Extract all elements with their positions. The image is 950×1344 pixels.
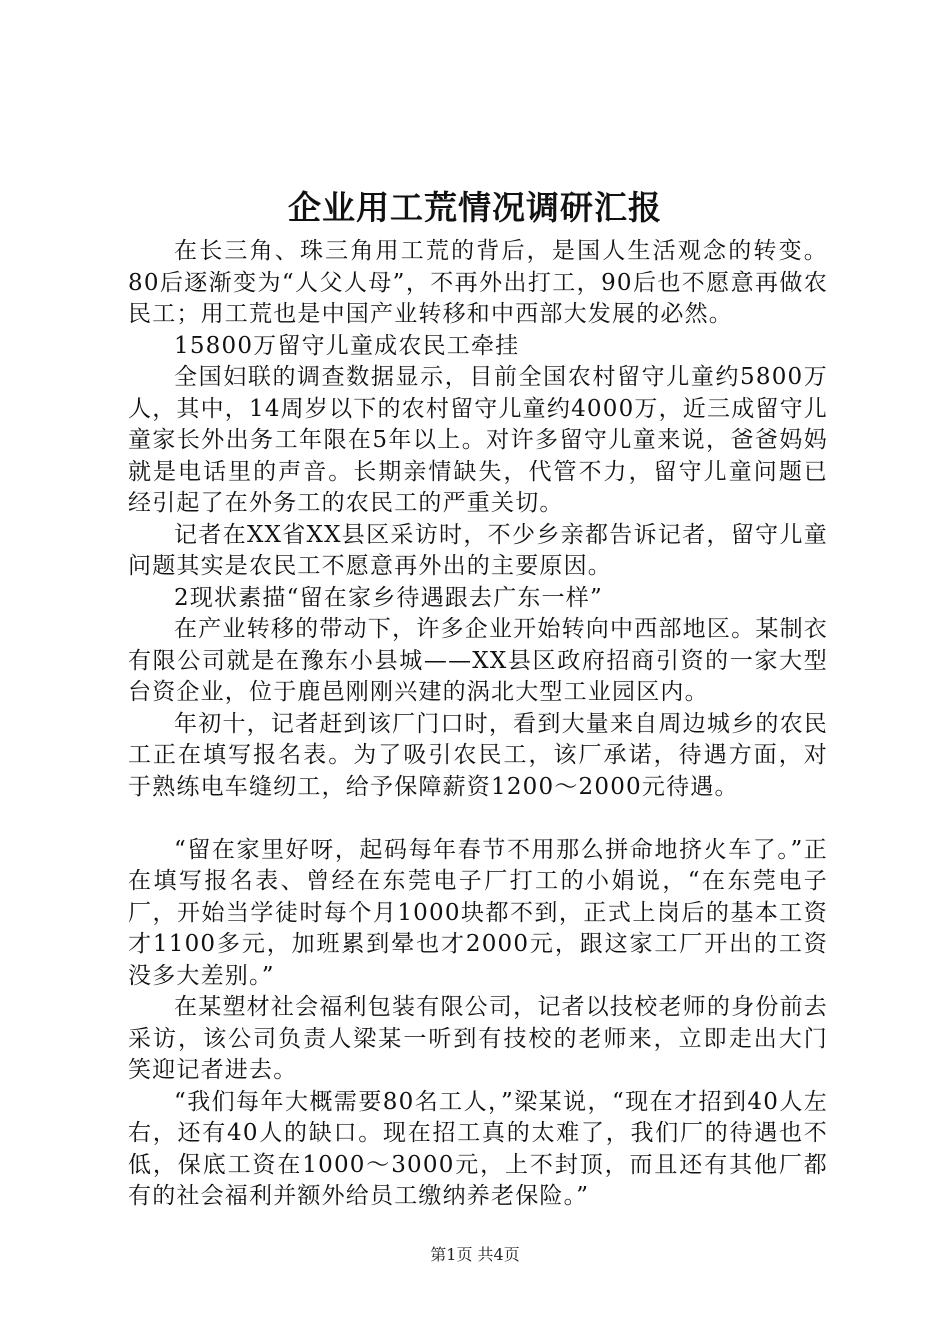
paragraph-spacer — [128, 803, 828, 835]
document-body — [128, 236, 828, 1213]
paragraph-liang-quote: “我们每年大概需要80名工人，”梁某说，“现在才招到40人左右，还有40人的缺口。现在招工真的太难了，我们厂的待遇也不低，保底工资在1000～3000元，上不封顶，而且还有其他厂都有的社会福利并额外给员工缴纳养老保险。” — [128, 1088, 828, 1209]
section-heading-left-behind-children: 15800万留守儿童成农民工牵挂 — [174, 332, 520, 359]
paragraph-womens-federation-survey: 全国妇联的调查数据显示，目前全国农村留守儿童约5800万人，其中，14周岁以下的农村留守儿童约4000万，近三成留守儿童家长外出务工年限在5年以上。对许多留守儿童来说，爸爸妈妈就是电话里的声音。长期亲情缺失，代管不力，留守儿童问题已经引起了在外务工的农民工的严重关切。 — [128, 364, 828, 516]
paragraph-industry-transfer: 在产业转移的带动下，许多企业开始转向中西部地区。某制衣有限公司就是在豫东小县城——XX县区政府招商引资的一家大型台资企业，位于鹿邑刚刚兴建的涡北大型工业园区内。 — [128, 616, 828, 705]
paragraph-factory-gate: 年初十，记者赶到该厂门口时，看到大量来自周边城乡的农民工正在填写报名表。为了吸引农民工，该厂承诺，待遇方面，对于熟练电车缝纫工，给予保障薪资1200～2000元待遇。 — [128, 710, 828, 800]
section-heading-current-status: 2现状素描“留在家乡待遇跟去广东一样” — [174, 584, 603, 611]
paragraph-reporter-interview: 记者在XX省XX县区采访时，不少乡亲都告诉记者，留守儿童问题其实是农民工不愿意再外出的主要原因。 — [128, 521, 828, 579]
paragraph-intro: 在长三角、珠三角用工荒的背后，是国人生活观念的转变。80后逐渐变为“人父人母”，不再外出打工，90后也不愿意再做农民工；用工荒也是中国产业转移和中西部大发展的必然。 — [128, 238, 828, 327]
page-number-footer: 第1页 共4页 — [430, 1245, 520, 1264]
document-title: 企业用工荒情况调研汇报 — [288, 188, 662, 227]
paragraph-xiaojuan-quote: “留在家里好呀，起码每年春节不用那么拼命地挤火车了。”正在填写报名表、曾经在东莞电子厂打工的小娟说，“在东莞电子厂，开始当学徒时每个月1000块都不到，正式上岗后的基本工资才1100多元，加班累到晕也才2000元，跟这家工厂开出的工资没多大差别。” — [128, 836, 828, 989]
paragraph-plastics-company: 在某塑材社会福利包装有限公司，记者以技校老师的身份前去采访，该公司负责人梁某一听到有技校的老师来，立即走出大门笑迎记者进去。 — [128, 994, 828, 1083]
